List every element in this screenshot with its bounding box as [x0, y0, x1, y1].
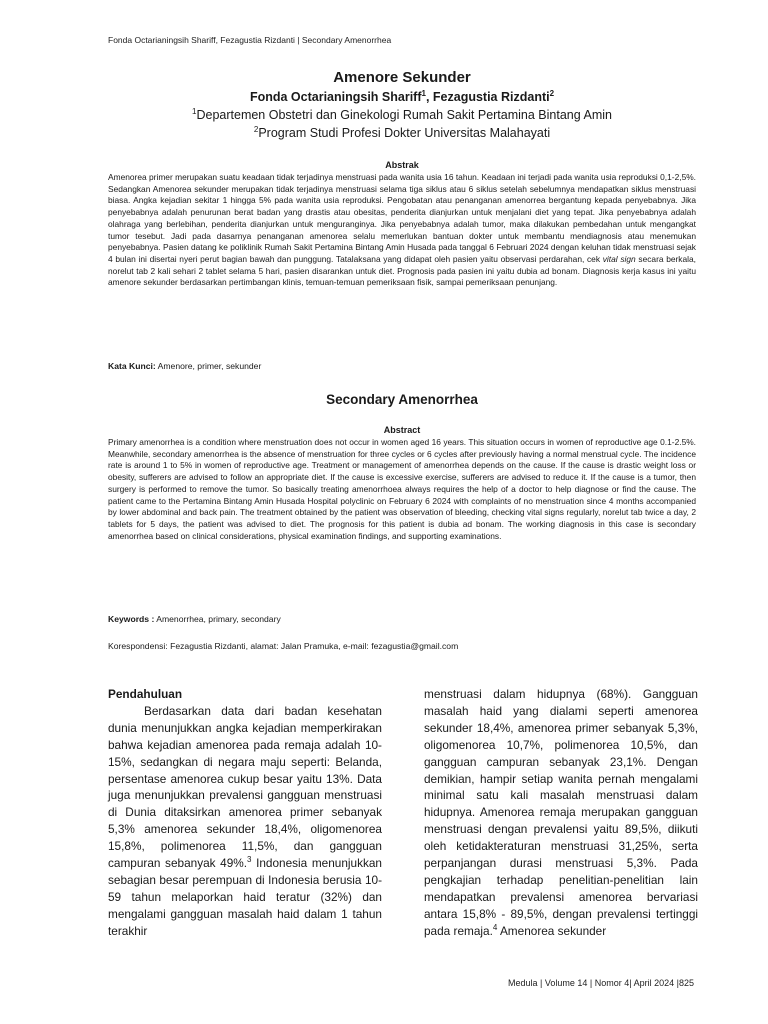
- body-right-part2: Amenorea sekunder: [497, 923, 607, 938]
- keywords-label: Keywords :: [108, 614, 155, 624]
- author-2-sup: 2: [549, 88, 555, 98]
- body-column-left: [108, 686, 382, 940]
- body-column-right: [424, 686, 698, 940]
- kata-kunci-value: Amenore, primer, sekunder: [155, 361, 262, 371]
- kata-kunci-label: Kata Kunci:: [108, 361, 156, 371]
- abstrak-text-part1: Amenorea primer merupakan suatu keadaan tidak terjadinya menstruasi pada wanita usia 16 tahun. Keadaan ini terjadi pada wanita usia reproduksi 0,1-2,5%. Sedangkan Amenorea sekunder merupakan tidak terjadinya menstruasi selama tiga siklus atau 6 siklus setelah sebelumnya mendapatkan siklus menstruasi biasa. Angka kejadian sekitar 1 hingga 5% pada wanita usia reproduksi. Pengobatan atau penanganan amenorrea bergantung kepada penyebabnya. Jika penyebabnya adalah penurunan berat badan yang drastis atau obesitas, penderita dianjurkan untuk menjalani diet yang tepat. Jika penyebabnya adalah olahraga yang berlebihan, penderita dianjurkan untuk menguranginya. Jika penyebabnya adalah tumor, maka dilakukan pembedahan untuk mengangkat tumor tesebut. Jadi pada dasarnya penanganan amenorea selalu memerlukan bantuan dokter untuk membantu mendiagnosis atau menemukan penyebabnya. Pasien datang ke poliklinik Rumah Sakit Pertamina Bintang Amin Husada pada tanggal 6 Februari 2024 dengan keluhan tidak menstruasi sejak 4 bulan ini disertai nyeri perut bagian bawah dan punggung. Tatalaksana yang didapat oleh pasien yaitu observasi perdarahan, cek: [108, 172, 696, 264]
- body-left-part2: Indonesia menunjukkan sebagian besar perempuan di Indonesia berusia 10- 59 tahun melaporkan haid teratur (32%) dan mengalami gangguan masalah haid dalam 1 tahun terakhir: [108, 856, 382, 938]
- paper-title: Amenore Sekunder: [333, 69, 471, 86]
- body-right-part1: menstruasi dalam hidupnya (68%). Gangguan masalah haid yang dialami seperti amenorea sekunder 18,4%, amenorea primer sebanyak 5,3%, oligomenorea 10,7%, polimenorea 10,5%, dan gangguan campuran sebanyak 23,1%. Dengan demikian, hampir setiap wanita pernah mengalami minimal satu kali masalah menstruasi dalam hidupnya. Amenorea remaja merupakan gangguan menstruasi dengan prevalensi yaitu 89,5%, diikuti oleh ketidakteraturan menstruasi 31,25%, serta perpanjangan durasi menstruasi 5,3%. Pada pengkajian terhadap penelitian-penelitian lain mendapatkan prevalensi amenorea bervariasi antara 15,8% - 89,5%, dengan prevalensi tertinggi pada remaja.: [424, 687, 698, 938]
- page-footer: Medula | Volume 14 | Nomor 4| April 2024 |825: [508, 978, 694, 988]
- citation-4: 4: [492, 922, 498, 932]
- abstrak-italic-term: vital sign: [602, 253, 636, 264]
- author-1-sup: 1: [421, 88, 426, 98]
- author-2: Fezagustia Rizdanti: [432, 90, 550, 104]
- abstract-heading: Abstract: [383, 425, 421, 435]
- body-paragraph-left: [108, 703, 382, 940]
- section-heading: Pendahuluan: [108, 687, 183, 701]
- body-paragraph-right: [424, 686, 698, 940]
- correspondence: Korespondensi: Fezagustia Rizdanti, alamat: Jalan Pramuka, e-mail: fezagustia@gmail.com: [108, 641, 459, 651]
- abstrak-text-part2: secara berkala, norelut tab 2 kali sehari 2 tablet selama 5 hari, pasien disarankan untuk diet. Prognosis pada pasien ini yaitu dubia ad bonam. Diagnosis kerja kasus ini yaitu amenore sekunder berdasarkan pertimbangan klinis, temuan-temuan pemeriksaan fisik, sampai pemeriksaan penunjang.: [108, 253, 697, 288]
- kata-kunci: [108, 361, 696, 371]
- abstract-text: Primary amenorrhea is a condition where menstruation does not occur in women aged 16 years. This situation occurs in women of reproductive age 0.1-2.5%. Meanwhile, secondary amenorrhea is the absence of menstruation for three cycles or 6 cycles after previously having a normal menstrual cycle. The incidence rate is around 1 to 5% in women of reproductive age. Treatment or management of amenorrhea depends on the cause. If the cause is drastic weight loss or obesity, sufferers are advised to follow an appropriate diet. If the cause is excessive exercise, sufferers are advised to reduce it. If the cause is a tumor, then surgery is performed to remove the tumor. So basically treating amenorrhoea always requires the help of a doctor to help diagnose or find the cause. The patient came to the Pertamina Bintang Amin Husada Hospital polyclinic on February 6 2024 with complaints of no menstruation since 4 months accompanied by lower abdominal and back pain. The treatment obtained by the patient was observation of bleeding, checking vital signs regularly, norelut tab twice a day, 2 tablets for 5 days, the patient was advised to diet. The prognosis for this patient is dubia ad bonam. The working diagnosis in this case is secondary amenorrhea based on clinical considerations, physical examination findings, and supporting examinations.: [108, 437, 696, 541]
- affiliation-1-text: Departemen Obstetri dan Ginekologi Rumah Sakit Pertamina Bintang Amin: [196, 108, 612, 122]
- affiliation-2-sup: 2: [253, 124, 259, 134]
- affiliation-2-text: Program Studi Profesi Dokter Universitas Malahayati: [258, 126, 551, 140]
- author-separator: ,: [425, 90, 433, 104]
- affiliation-1: [108, 106, 696, 124]
- abstrak-heading: Abstrak: [385, 160, 419, 170]
- keywords-value: Amenorrhea, primary, secondary: [154, 614, 281, 624]
- citation-3: 3: [247, 855, 252, 865]
- author-1: Fonda Octarianingsih Shariff: [249, 90, 422, 104]
- keywords: [108, 614, 696, 624]
- body-left-part1: Berdasarkan data dari badan kesehatan dunia menunjukkan angka kejadian memperkirakan bahwa kejadian amenorea pada remaja adalah 10-15%, sedangkan di negara maju seperti: Belanda, persentase amenorea cukup besar yaitu 13%. Data juga menunjukkan prevalensi gangguan menstruasi di Dunia ditaksirkan amenorea primer sebanyak 5,3% amenorea sekunder 18,4%, oligomenorea 15,8%, polimenorea 11,5%, dan gangguan campuran sebanyak 49%.: [108, 703, 382, 871]
- abstrak-text: [108, 172, 696, 289]
- title-block: [108, 68, 696, 142]
- affiliation-1-sup: 1: [192, 106, 197, 116]
- author-line: [108, 88, 696, 106]
- english-title: Secondary Amenorrhea: [326, 392, 478, 407]
- affiliation-2: [108, 124, 696, 142]
- running-head: Fonda Octarianingsih Shariff, Fezagustia Rizdanti | Secondary Amenorrhea: [108, 35, 392, 45]
